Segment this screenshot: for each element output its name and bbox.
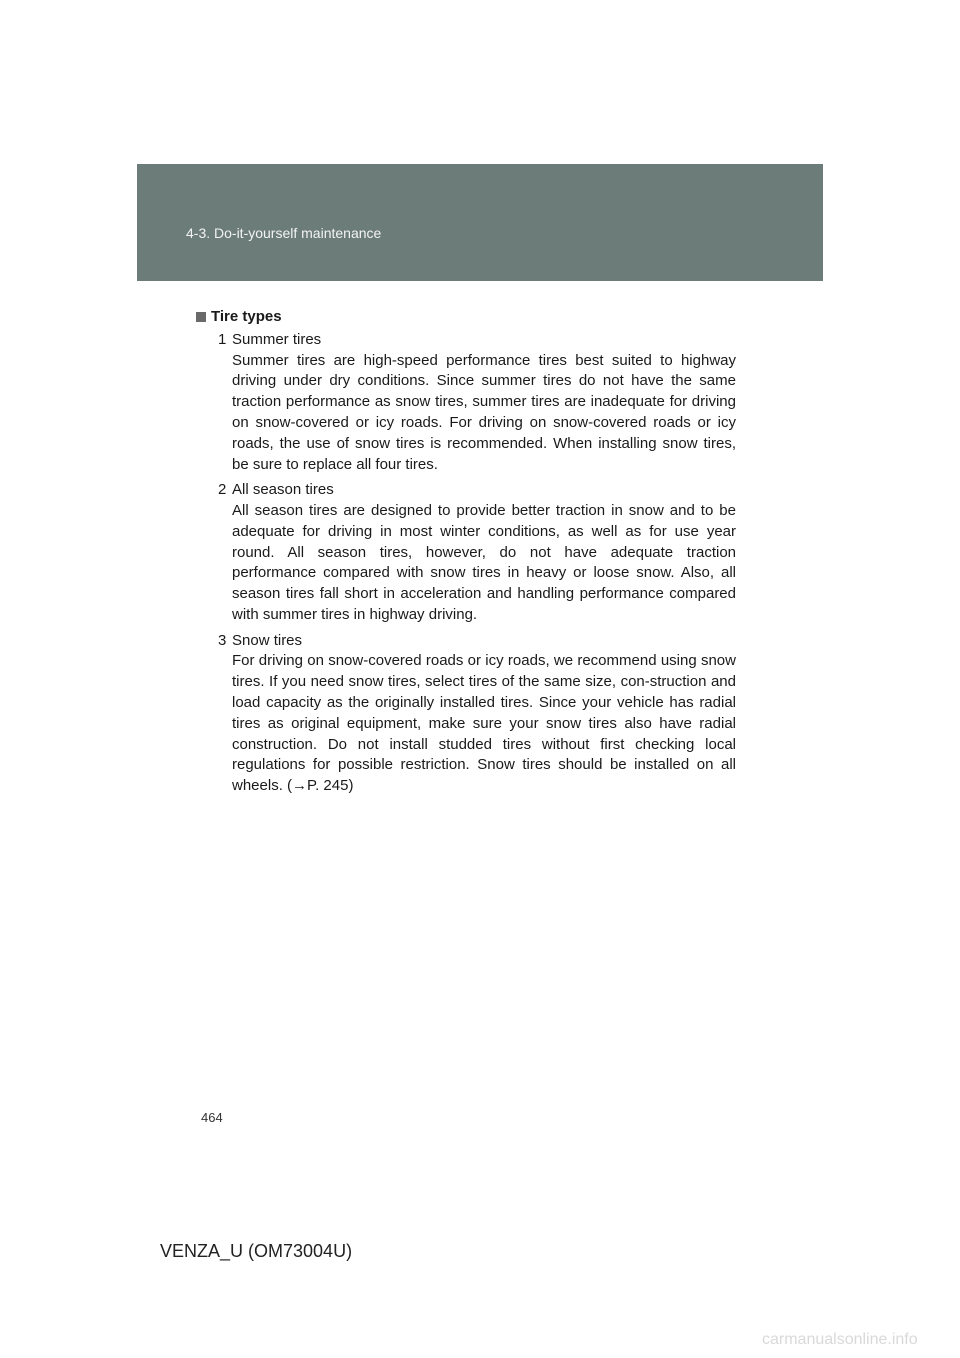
item-title-text: Snow tires: [232, 631, 303, 649]
item-title: [218, 479, 736, 501]
item-number: 2: [218, 481, 227, 499]
list-item-snow-tires: [196, 630, 736, 797]
item-title: [218, 329, 736, 351]
item-title: [218, 630, 736, 652]
item-number: 1: [218, 331, 227, 348]
square-bullet-icon: [196, 312, 206, 322]
watermark: carmanualsonline.info: [762, 1331, 918, 1348]
item-title-text: Summer tires: [232, 331, 322, 348]
item-body: Summer tires are high-speed performance tires best suited to highway driving under dry conditions. Since summer tires do not have the same traction performance as snow tires, summer tires are inadequate for driving on snow-covered or icy roads. For driving on snow-covered roads or icy roads, the use of snow tires is recommended. When installing snow tires, be sure to replace all four tires.: [232, 351, 736, 473]
model-code: VENZA_U (OM73004U): [160, 1241, 353, 1261]
section-header-band: [137, 164, 823, 281]
section-title: 4-3. Do-it-yourself maintenance: [186, 225, 382, 241]
heading-text: Tire types: [211, 308, 282, 325]
list-item-summer-tires: [196, 329, 736, 475]
item-body: For driving on snow-covered roads or icy roads, we recommend using snow tires. If you need snow tires, select tires of the same size, con-struction and load capacity as the originally installed tires. Since your vehicle has radial tires as original equipment, make sure your snow tires also have radial construction. Do not install studded tires without first checking local regulations for possible restriction. Snow tires should be installed on all wheels. (→P. 245): [232, 652, 736, 795]
tire-types-heading: [196, 306, 736, 328]
page-number: 464: [201, 1110, 223, 1125]
main-content: [196, 306, 736, 801]
item-number: 3: [218, 631, 227, 649]
list-item-all-season-tires: [196, 479, 736, 625]
item-title-text: All season tires: [232, 481, 334, 499]
item-body: All season tires are designed to provide better traction in snow and to be adequate for driving in most winter conditions, as well as for use year round. All season tires, however, do not have adequate traction performance compared with snow tires in heavy or loose snow. Also, all season tires fall short in acceleration and handling performance compared with summer tires in highway driving.: [232, 501, 736, 623]
